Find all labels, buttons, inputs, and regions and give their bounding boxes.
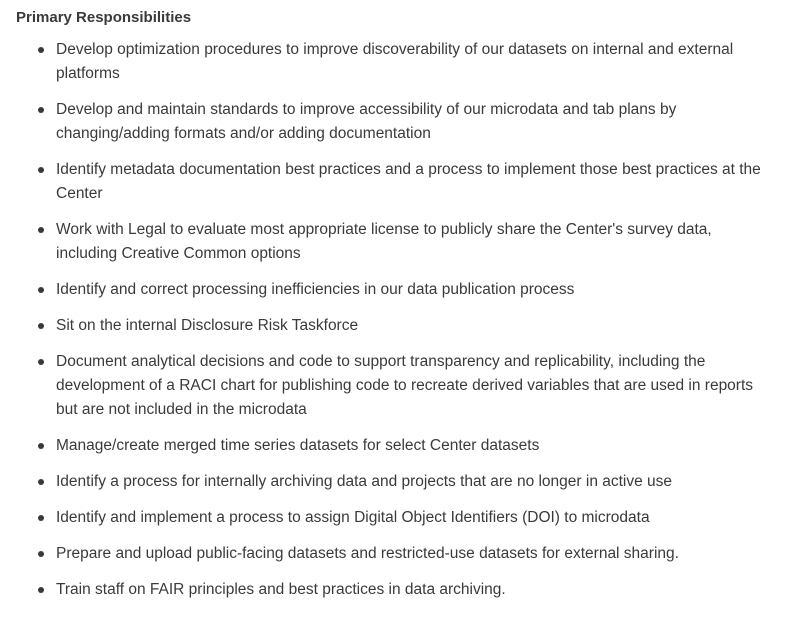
list-item-text: Identify a process for internally archiving data and projects that are no longer in active use [56,473,673,490]
bullet-icon [38,287,44,293]
list-item [16,314,768,338]
list-item [16,506,768,530]
section-title: Primary Responsibilities [16,9,192,26]
list-item [16,350,768,422]
bullet-icon [38,47,44,53]
list-item-text: Prepare and upload public-facing datasets and restricted-use datasets for external sharing. [56,545,679,562]
bullet-icon [38,107,44,113]
list-item [16,470,768,494]
bullet-icon [38,587,44,593]
bullet-icon [38,323,44,329]
list-item-text: Identify metadata documentation best practices and a process to implement those best practices at the Center [56,161,761,202]
bullet-icon [38,551,44,557]
list-item [16,38,768,86]
list-item [16,218,768,266]
list-item-text: Work with Legal to evaluate most appropriate license to publicly share the Center's survey data, including Creative Common options [56,221,712,262]
list-item [16,98,768,146]
list-item-text: Identify and implement a process to assign Digital Object Identifiers (DOI) to microdata [56,509,650,526]
list-item [16,158,768,206]
bullet-icon [38,515,44,521]
list-item-text: Document analytical decisions and code to support transparency and replicability, including the development of a RACI chart for publishing code to recreate derived variables that are used in reports but are not included in the microdata [56,353,754,418]
bullet-icon [38,479,44,485]
list-item-text: Sit on the internal Disclosure Risk Taskforce [56,317,359,334]
bullet-icon [38,359,44,365]
responsibilities-list [16,38,796,602]
list-item [16,542,768,566]
list-item-text: Manage/create merged time series datasets for select Center datasets [56,437,540,454]
list-item [16,578,768,602]
bullet-icon [38,227,44,233]
list-item [16,434,768,458]
list-item-text: Identify and correct processing inefficiencies in our data publication process [56,281,575,298]
bullet-icon [38,443,44,449]
bullet-icon [38,167,44,173]
list-item [16,278,768,302]
list-item-text: Develop and maintain standards to improve accessibility of our microdata and tab plans by changing/adding formats and/or adding documentation [56,101,677,142]
list-item-text: Train staff on FAIR principles and best practices in data archiving. [56,581,506,598]
list-item-text: Develop optimization procedures to improve discoverability of our datasets on internal and external platforms [56,41,734,82]
